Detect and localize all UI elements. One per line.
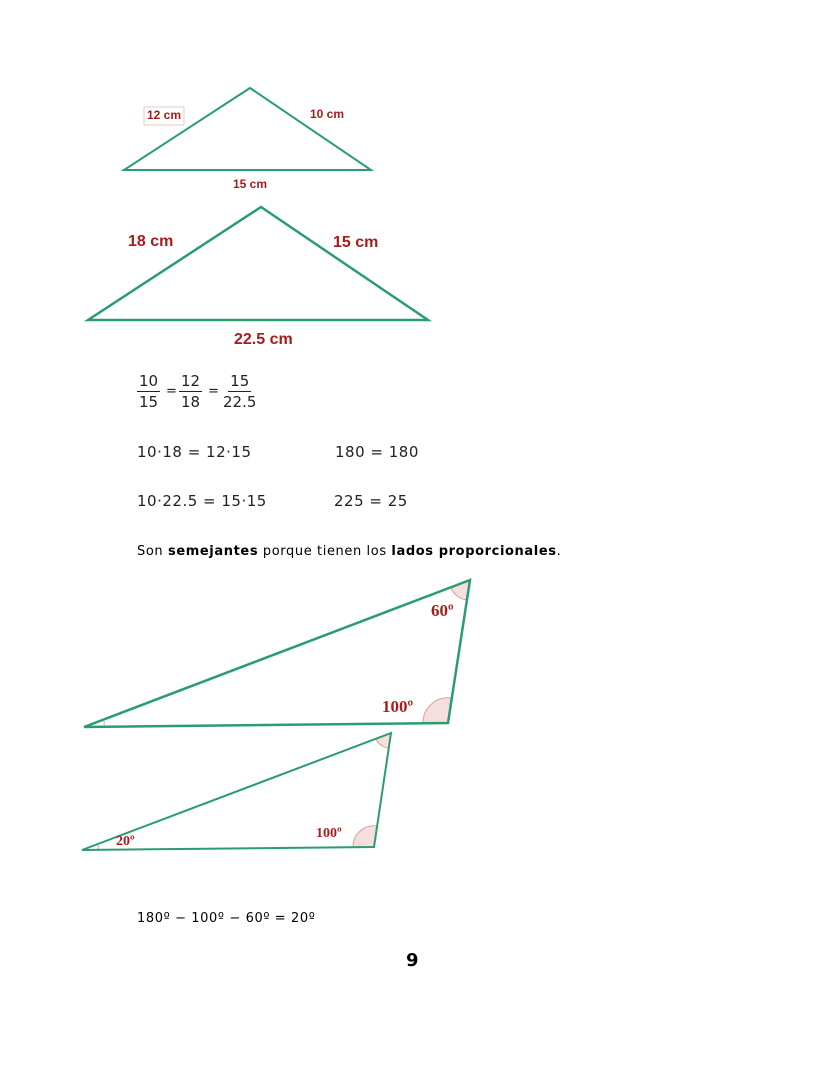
- fraction-2-denominator: 18: [181, 393, 201, 411]
- large-side-triangle: [88, 207, 428, 320]
- small-triangle-left-side-label: 12 cm: [147, 108, 182, 122]
- small-angle-triangle: [82, 733, 391, 850]
- angle-calculation: 180º − 100º − 60º = 20º: [137, 911, 316, 926]
- angle-triangles-figure: [0, 560, 828, 880]
- fraction-3: [221, 372, 258, 411]
- small-side-triangle: [124, 88, 371, 170]
- check-2-left: 10·22.5 = 15·15: [137, 492, 267, 510]
- small-triangle-right-angle-label: 100º: [316, 826, 342, 841]
- large-triangle-left-side-label: 18 cm: [128, 233, 174, 250]
- check-2-right: 225 = 25: [334, 492, 408, 510]
- large-triangle-right-angle-label: 100º: [382, 697, 414, 716]
- small-triangle-right-side-label: 10 cm: [310, 107, 345, 121]
- fraction-2-numerator: 12: [181, 372, 201, 390]
- conclusion-prefix: Son: [137, 544, 168, 559]
- conclusion-middle: porque tienen los: [258, 544, 392, 559]
- large-triangle-top-angle-label: 60º: [431, 601, 454, 620]
- conclusion-sentence: [137, 544, 561, 559]
- small-triangle-left-angle-label: 20º: [116, 834, 135, 849]
- fraction-1-numerator: 10: [139, 372, 159, 390]
- fraction-3-denominator: 22.5: [223, 393, 257, 411]
- small-triangle-bottom-side-label: 15 cm: [233, 177, 268, 191]
- page-number: 9: [406, 950, 419, 971]
- fraction-1: [137, 372, 160, 411]
- side-triangles-figure: [0, 0, 828, 360]
- fraction-3-numerator: 15: [230, 372, 250, 390]
- large-triangle-bottom-side-label: 22.5 cm: [234, 331, 293, 348]
- fraction-1-denominator: 15: [139, 393, 159, 411]
- fraction-2: [179, 372, 202, 411]
- large-triangle-right-side-label: 15 cm: [333, 234, 379, 251]
- small-tri-arc-right: [353, 826, 377, 847]
- large-tri-arc-right: [423, 698, 451, 723]
- check-1-left: 10·18 = 12·15: [137, 443, 252, 461]
- conclusion-suffix: .: [556, 544, 562, 559]
- conclusion-bold-lados: lados proporcionales: [391, 544, 557, 559]
- equals-sign-1: =: [166, 384, 177, 399]
- equals-sign-2: =: [208, 384, 219, 399]
- conclusion-bold-semejantes: semejantes: [167, 544, 259, 559]
- check-1-right: 180 = 180: [335, 443, 419, 461]
